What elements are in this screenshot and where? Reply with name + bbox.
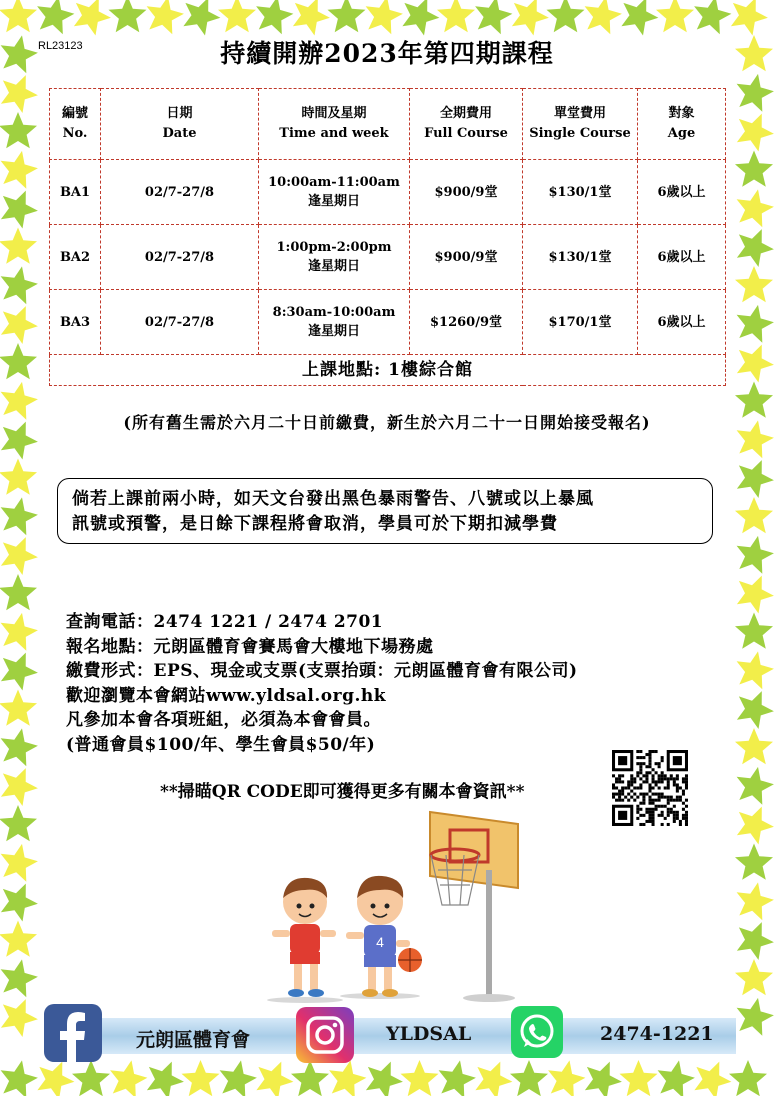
star-decoration	[37, 0, 74, 34]
table-header-row	[50, 89, 726, 160]
cell-time: 10:00am-11:00am 逢星期日	[259, 160, 410, 225]
star-decoration	[735, 266, 773, 302]
star-decoration	[220, 1060, 257, 1096]
star-decoration	[548, 1060, 585, 1096]
facebook-icon[interactable]	[44, 1004, 102, 1062]
star-decoration	[0, 690, 37, 726]
star-decoration	[0, 228, 37, 264]
star-decoration	[621, 0, 658, 36]
star-decoration	[1, 653, 38, 691]
star-decoration	[510, 1060, 548, 1096]
star-decoration	[737, 114, 774, 152]
star-decoration	[439, 1060, 476, 1096]
contact-info	[66, 610, 706, 757]
footer-bar	[60, 1018, 736, 1054]
star-decoration	[328, 0, 366, 32]
star-decoration	[737, 576, 774, 614]
star-decoration	[735, 844, 773, 880]
star-decoration	[329, 1060, 366, 1096]
star-decoration	[475, 0, 512, 34]
facebook-name[interactable]: 元朗區體育會	[136, 1029, 251, 1051]
star-decoration	[737, 767, 774, 805]
star-decoration	[656, 0, 694, 32]
star-decoration	[1, 728, 38, 766]
warning-line: 訊號或預警，是日餘下課程將會取消，學員可於下期扣減學費	[72, 514, 558, 534]
star-decoration	[1, 306, 38, 344]
document-code: RL23123	[38, 40, 83, 52]
cell-no: BA2	[50, 225, 101, 290]
star-decoration	[475, 1062, 512, 1096]
star-decoration	[585, 1062, 622, 1096]
cell-single-fee: $170/1堂	[523, 290, 638, 355]
whatsapp-icon[interactable]	[511, 1006, 563, 1058]
cell-time: 1:00pm-2:00pm 逢星期日	[259, 225, 410, 290]
star-decoration	[74, 0, 111, 36]
star-decoration	[293, 0, 330, 36]
star-decoration	[737, 807, 774, 845]
cell-age: 6歲以上	[638, 290, 726, 355]
star-decoration	[401, 1060, 439, 1096]
star-decoration	[735, 728, 773, 764]
star-decoration	[735, 613, 773, 649]
star-decoration	[737, 189, 774, 227]
star-decoration	[737, 998, 774, 1036]
star-decoration	[1, 75, 38, 113]
star-decoration	[402, 0, 439, 36]
star-decoration	[0, 343, 37, 379]
star-decoration	[737, 651, 774, 689]
star-decoration	[1, 497, 38, 535]
registration-place: 報名地點：元朗區體育會賽馬會大樓地下場務處	[66, 636, 434, 657]
star-decoration	[110, 1060, 147, 1096]
star-decoration	[72, 1060, 110, 1096]
header-single-course: 單堂費用 Single Course	[523, 89, 638, 160]
star-decoration	[658, 1060, 695, 1096]
star-decoration	[1, 613, 38, 651]
star-decoration	[0, 921, 37, 957]
star-decoration	[729, 1060, 767, 1096]
qr-caption: **掃瞄QR CODE即可獲得更多有關本會資訊**	[160, 782, 525, 802]
registration-note: (所有舊生需於六月二十日前繳費，新生於六月二十一日開始接受報名)	[123, 413, 651, 432]
header-time: 時間及星期 Time and week	[259, 89, 410, 160]
star-decoration	[0, 574, 37, 610]
cell-date: 02/7-27/8	[101, 290, 259, 355]
location-row	[50, 355, 726, 386]
star-decoration	[1, 151, 38, 189]
star-decoration	[37, 1062, 74, 1096]
star-decoration	[737, 345, 774, 383]
cell-full-fee: $900/9堂	[410, 160, 523, 225]
star-decoration	[1, 884, 38, 922]
cell-age: 6歲以上	[638, 225, 726, 290]
star-decoration	[1, 266, 38, 304]
membership-required: 凡參加本會各項班組，必須為本會會員。	[66, 710, 381, 730]
star-decoration	[547, 0, 585, 32]
cell-age: 6歲以上	[638, 160, 726, 225]
page-title: 持續開辦2023年第四期課程	[220, 39, 554, 68]
star-decoration	[737, 229, 774, 267]
star-decoration	[256, 1062, 293, 1096]
star-decoration	[1, 959, 38, 997]
star-decoration	[737, 305, 774, 343]
membership-fees: (普通會員$100/年、學生會員$50/年)	[66, 734, 376, 755]
cell-full-fee: $1260/9堂	[410, 290, 523, 355]
star-decoration	[109, 0, 147, 32]
warning-line: 倘若上課前兩小時，如天文台發出黑色暴雨警告、八號或以上暴風	[72, 489, 594, 509]
star-decoration	[1, 537, 38, 575]
star-decoration	[585, 0, 622, 34]
star-decoration	[1, 844, 38, 882]
enquiry-phone: 查詢電話：2474 1221 / 2474 2701	[66, 612, 384, 632]
website-line[interactable]: 歡迎瀏覽本會網站www.yldsal.org.hk	[66, 685, 387, 706]
payment-methods: 繳費形式：EPS、現金或支票(支票抬頭：元朗區體育會有限公司)	[66, 661, 578, 681]
star-decoration	[366, 1062, 403, 1096]
cell-time: 8:30am-10:00am 逢星期日	[259, 290, 410, 355]
star-decoration	[218, 0, 256, 32]
star-decoration	[1, 768, 38, 806]
cell-date: 02/7-27/8	[101, 160, 259, 225]
cell-single-fee: $130/1堂	[523, 160, 638, 225]
qr-code-icon[interactable]	[612, 750, 688, 826]
table-row	[50, 290, 726, 355]
star-decoration	[0, 459, 37, 495]
whatsapp-number[interactable]: 2474-1221	[600, 1023, 714, 1045]
cell-single-fee: $130/1堂	[523, 225, 638, 290]
class-location: 上課地點: 1樓綜合館	[50, 355, 726, 386]
star-decoration	[291, 1060, 329, 1096]
star-decoration	[694, 0, 731, 34]
star-decoration	[737, 74, 774, 112]
star-decoration	[1, 1060, 38, 1096]
star-decoration	[183, 0, 220, 36]
cell-full-fee: $900/9堂	[410, 225, 523, 290]
star-decoration	[147, 1062, 184, 1096]
star-decoration	[437, 0, 475, 32]
star-decoration	[366, 0, 403, 34]
star-decoration	[512, 0, 549, 36]
header-full-course: 全期費用 Full Course	[410, 89, 523, 160]
star-decoration	[182, 1060, 220, 1096]
header-age: 對象 Age	[638, 89, 726, 160]
star-decoration	[737, 460, 774, 498]
star-decoration	[694, 1062, 731, 1096]
basketball-kids-illustration	[250, 810, 530, 1005]
weather-warning-box	[57, 478, 713, 544]
cell-no: BA1	[50, 160, 101, 225]
star-decoration	[620, 1060, 658, 1096]
star-decoration	[0, 805, 37, 841]
cell-no: BA3	[50, 290, 101, 355]
star-decoration	[0, 0, 37, 32]
star-decoration	[256, 0, 293, 34]
star-decoration	[735, 151, 773, 187]
star-decoration	[737, 882, 774, 920]
star-decoration	[147, 0, 184, 34]
star-decoration	[0, 112, 37, 148]
header-date: 日期 Date	[101, 89, 259, 160]
instagram-icon[interactable]	[296, 1007, 354, 1063]
course-table	[49, 88, 726, 386]
instagram-handle[interactable]: YLDSAL	[386, 1023, 472, 1045]
star-decoration	[735, 497, 773, 533]
header-no: 編號 No.	[50, 89, 101, 160]
cell-date: 02/7-27/8	[101, 225, 259, 290]
star-decoration	[737, 536, 774, 574]
star-decoration	[1, 999, 38, 1037]
star-decoration	[1, 191, 38, 229]
svg-text:4: 4	[376, 934, 384, 950]
table-row	[50, 160, 726, 225]
star-decoration	[737, 922, 774, 960]
star-decoration	[735, 959, 773, 995]
star-decoration	[737, 691, 774, 729]
star-decoration	[731, 0, 768, 36]
table-row	[50, 225, 726, 290]
